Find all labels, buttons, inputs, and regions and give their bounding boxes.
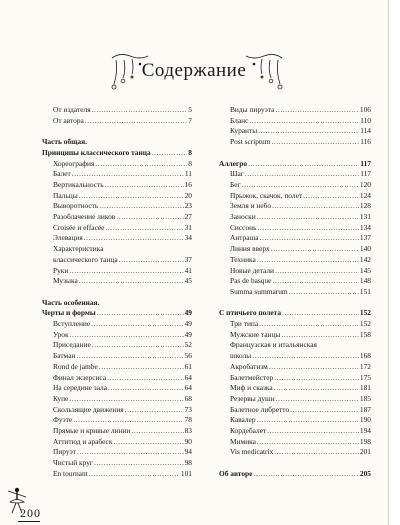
toc-entry[interactable] — [219, 362, 371, 373]
toc-entry[interactable] — [42, 469, 192, 480]
page-ref: 73 — [184, 404, 192, 414]
page-ref: 16 — [184, 179, 192, 189]
page-ref: 110 — [360, 115, 371, 125]
toc-right-column — [219, 105, 371, 480]
entry-label: Шаг — [230, 169, 244, 179]
page-ref: 128 — [359, 201, 371, 211]
dot-leader — [95, 159, 187, 170]
dot-leader — [99, 201, 183, 212]
toc-entry[interactable] — [42, 458, 192, 469]
toc-entry[interactable] — [42, 362, 192, 373]
section-heading[interactable] — [219, 159, 371, 170]
dot-leader — [105, 180, 184, 191]
dot-leader — [105, 223, 183, 234]
page-ref: 190 — [359, 415, 371, 425]
toc-left-column — [42, 105, 192, 480]
toc-entry[interactable] — [219, 191, 371, 202]
entry-label: Пируэт — [53, 447, 76, 457]
dot-leader — [257, 415, 359, 426]
toc-entry[interactable] — [42, 201, 192, 212]
dot-leader — [275, 105, 358, 116]
dot-leader — [77, 447, 184, 458]
entry-label: От издателя — [53, 105, 91, 114]
page-ref: 94 — [184, 447, 192, 457]
page-ref: 175 — [359, 372, 371, 382]
page-ref: 20 — [184, 190, 192, 200]
page-title: Содержание — [141, 60, 247, 81]
toc-entry[interactable] — [42, 405, 192, 416]
dot-leader — [260, 233, 359, 244]
dot-leader — [92, 105, 188, 116]
toc-entry[interactable] — [219, 373, 371, 384]
dot-leader — [76, 351, 183, 362]
dot-leader — [69, 266, 183, 277]
page-ref: 187 — [359, 404, 371, 414]
toc-entry[interactable] — [42, 394, 192, 405]
dot-leader — [94, 458, 184, 469]
contents-header — [0, 44, 388, 104]
toc-entry[interactable] — [42, 383, 192, 394]
dot-leader — [274, 447, 359, 458]
entry-label: На середине зала — [53, 383, 108, 393]
entry-label: Приседание — [53, 340, 91, 350]
page-ref: 7 — [188, 115, 192, 125]
dot-leader — [281, 330, 359, 341]
page-ref: 56 — [184, 351, 192, 361]
toc-entry[interactable] — [42, 437, 192, 448]
toc-entry[interactable] — [42, 116, 192, 127]
page-ref: 117 — [360, 169, 371, 179]
toc-entry[interactable] — [219, 169, 371, 180]
entry-label: школы — [230, 351, 252, 361]
entry-label: Rond de jambe — [53, 361, 98, 371]
toc-entry[interactable] — [219, 405, 371, 416]
section-heading[interactable] — [219, 308, 371, 319]
toc-entry[interactable] — [219, 276, 371, 287]
page-ref: 41 — [184, 265, 192, 275]
entry-label: Виды пируэта — [230, 105, 275, 114]
toc-entry[interactable] — [219, 426, 371, 437]
dot-leader — [99, 362, 184, 373]
dot-leader — [290, 405, 359, 416]
dot-leader — [276, 394, 359, 405]
page-ref: 52 — [184, 340, 192, 350]
toc-entry-line1[interactable]: Характеристика — [53, 244, 104, 254]
toc-entry[interactable] — [42, 266, 192, 277]
dot-leader — [116, 212, 183, 223]
dot-leader — [271, 244, 359, 255]
page-ref: 152 — [359, 308, 371, 318]
dot-leader — [274, 373, 359, 384]
spacer — [42, 126, 192, 137]
dot-leader — [70, 330, 184, 341]
page-ref: 61 — [184, 361, 192, 371]
toc-entry-line1[interactable]: Французская и итальянская — [230, 340, 317, 350]
entry-label: Кордебалет — [230, 426, 267, 436]
toc-entry[interactable] — [219, 126, 371, 137]
page-ref: 11 — [184, 169, 192, 179]
toc-entry[interactable] — [219, 437, 371, 448]
page-ref: 142 — [359, 254, 371, 264]
toc-entry[interactable] — [219, 319, 371, 330]
right-ornament-icon — [244, 50, 284, 94]
page-ref: 64 — [184, 372, 192, 382]
dot-leader — [91, 319, 183, 330]
page-ref: 90 — [184, 436, 192, 446]
dot-leader — [79, 191, 184, 202]
toc-entry[interactable] — [219, 223, 371, 234]
page-ref: 64 — [184, 383, 192, 393]
toc-entry[interactable] — [42, 212, 192, 223]
entry-label: Линия вверх — [230, 244, 270, 254]
entry-label: Три типа — [230, 319, 259, 329]
dot-leader — [267, 426, 359, 437]
entry-label: Прыжок, скачок, полет — [230, 190, 303, 200]
entry-label: Бланс — [230, 115, 249, 125]
dot-leader — [272, 276, 358, 287]
page-ref: 158 — [359, 329, 371, 339]
page-ref: 98 — [184, 458, 192, 468]
dot-leader — [248, 159, 359, 170]
entry-label: Земля и небо — [230, 201, 272, 211]
dot-leader — [245, 169, 359, 180]
page-ref: 68 — [184, 393, 192, 403]
page-ref: 205 — [359, 468, 371, 478]
page-ref: 116 — [360, 137, 371, 147]
page-ref: 124 — [359, 190, 371, 200]
toc-entry[interactable] — [219, 180, 371, 191]
entry-label: En tournant — [53, 468, 88, 478]
entry-label: Руки — [53, 265, 69, 275]
dot-leader — [282, 308, 359, 319]
dot-leader — [97, 308, 184, 319]
entry-label: Выворотность — [53, 201, 99, 211]
dot-leader — [257, 212, 359, 223]
dot-leader — [152, 148, 188, 159]
toc-entry[interactable] — [42, 105, 192, 116]
page-ref: 31 — [184, 222, 192, 232]
dot-leader — [84, 233, 184, 244]
dot-leader — [92, 340, 184, 351]
toc-entry[interactable] — [42, 426, 192, 437]
page-ref: 168 — [359, 351, 371, 361]
toc-entry[interactable] — [219, 415, 371, 426]
toc-entry[interactable] — [219, 116, 371, 127]
toc-entry[interactable] — [219, 244, 371, 255]
toc-entry[interactable] — [219, 137, 371, 148]
page-ref: 78 — [184, 415, 192, 425]
toc-entry[interactable] — [219, 255, 371, 266]
dot-leader — [85, 116, 187, 127]
entry-label: Акробатизм — [230, 361, 268, 371]
page-number: 200 — [20, 506, 41, 520]
dot-leader — [257, 437, 359, 448]
entry-label: Вертикальность — [53, 179, 104, 189]
page-ref: 181 — [359, 383, 371, 393]
entry-label: Чистый круг — [53, 458, 93, 468]
page-ref: 45 — [184, 276, 192, 286]
toc-entry[interactable] — [42, 351, 192, 362]
dot-leader — [253, 469, 358, 480]
toc-entry[interactable] — [42, 255, 192, 266]
toc-entry[interactable] — [219, 212, 371, 223]
page-ref: 152 — [359, 319, 371, 329]
toc-entry[interactable] — [219, 394, 371, 405]
page-ref: 23 — [184, 201, 192, 211]
dot-leader — [79, 276, 184, 287]
entry-label: Купе — [53, 393, 69, 403]
page-ref: 145 — [359, 265, 371, 275]
toc-entry[interactable] — [42, 319, 192, 330]
dot-leader — [252, 351, 359, 362]
page-ref: 185 — [359, 393, 371, 403]
entry-label: Разоблачение ликов — [53, 212, 116, 222]
page-ref: 194 — [359, 426, 371, 436]
dot-leader — [113, 437, 183, 448]
toc-entry[interactable] — [42, 223, 192, 234]
entry-label: Урок — [53, 329, 69, 339]
page-ref: 34 — [184, 233, 192, 243]
toc-entry[interactable] — [42, 447, 192, 458]
page-ref: 5 — [188, 105, 192, 114]
dot-leader — [69, 394, 183, 405]
dot-leader — [107, 373, 184, 384]
page-ref: 83 — [184, 426, 192, 436]
toc-entry[interactable] — [42, 415, 192, 426]
dot-leader — [125, 405, 184, 416]
entry-label: Pas de basque — [230, 276, 272, 286]
dot-leader — [119, 255, 184, 266]
page-ref: 101 — [180, 468, 192, 478]
dot-leader — [242, 180, 359, 191]
entry-label: Мужские танцы — [230, 329, 281, 339]
dot-leader — [258, 126, 359, 137]
dot-leader — [289, 287, 359, 298]
toc-entry[interactable] — [219, 201, 371, 212]
dot-leader — [303, 191, 359, 202]
entry-label: Элевация — [53, 233, 83, 243]
toc-entry[interactable] — [219, 233, 371, 244]
dot-leader — [131, 426, 183, 437]
entry-label: Батман — [53, 351, 76, 361]
toc-entry[interactable] — [219, 105, 371, 116]
dot-leader — [257, 223, 358, 234]
entry-label: С птичьего полета — [219, 308, 282, 318]
toc-entry[interactable] — [219, 351, 371, 362]
entry-label: Балет — [53, 169, 71, 179]
page-ref: 106 — [359, 105, 371, 114]
page-ref: 117 — [360, 158, 371, 168]
toc-entry[interactable] — [42, 373, 192, 384]
dot-leader — [275, 266, 359, 277]
dot-leader — [272, 201, 359, 212]
entry-label: классического танца — [53, 254, 118, 264]
toc-entry[interactable] — [219, 330, 371, 341]
toc-entry[interactable] — [219, 287, 371, 298]
page-ref: 27 — [184, 212, 192, 222]
dot-leader — [108, 383, 184, 394]
entry-label: Пальцы — [53, 190, 78, 200]
entry-label: Принципы классического танца — [42, 147, 151, 157]
entry-label: Мимика — [230, 436, 256, 446]
toc-entry[interactable] — [219, 266, 371, 277]
toc-entry[interactable] — [42, 233, 192, 244]
page-ref: 201 — [359, 447, 371, 457]
entry-label: Техника — [230, 254, 256, 264]
page-ref: 148 — [359, 276, 371, 286]
entry-label: Скользящие движения — [53, 404, 124, 414]
dot-leader — [274, 383, 359, 394]
entry-label: Балетное либретто — [230, 404, 290, 414]
page-ref: 8 — [188, 147, 192, 157]
toc-entry[interactable] — [42, 159, 192, 170]
entry-label: Бег — [230, 179, 241, 189]
entry-label: Об авторе — [219, 468, 253, 478]
page-ref: 120 — [359, 179, 371, 189]
section-heading[interactable] — [42, 148, 192, 159]
page-ref: 37 — [184, 254, 192, 264]
page-ref: 49 — [184, 308, 192, 318]
toc-entry[interactable] — [219, 447, 371, 458]
spacer — [42, 287, 192, 298]
page-ref: 134 — [359, 222, 371, 232]
page-ref: 137 — [359, 233, 371, 243]
dot-leader — [73, 415, 183, 426]
spacer — [219, 148, 371, 159]
entry-label: Черты и формы — [42, 308, 96, 318]
entry-label: Аллегро — [219, 158, 248, 168]
page-ref: 49 — [184, 329, 192, 339]
page-ref: 198 — [359, 436, 371, 446]
toc-entry[interactable] — [42, 340, 192, 351]
entry-label: Резервы души — [230, 393, 275, 403]
entry-label: Новые детали — [230, 265, 274, 275]
page-ref: 114 — [360, 126, 371, 136]
page-ref: 49 — [184, 319, 192, 329]
page-ref: 8 — [188, 158, 192, 168]
toc-entry[interactable] — [42, 191, 192, 202]
dot-leader — [89, 469, 180, 480]
page-ref: 140 — [359, 244, 371, 254]
entry-label: От автора — [53, 115, 84, 125]
entry-label: Сиссонь — [230, 222, 257, 232]
page-ref: 151 — [359, 286, 371, 296]
dot-leader — [249, 116, 359, 127]
toc-entry[interactable] — [42, 180, 192, 191]
dot-leader — [72, 169, 184, 180]
dot-leader — [271, 137, 359, 148]
entry-label: Куранты — [230, 126, 258, 136]
entry-label: Вступление — [53, 319, 91, 329]
entry-label: Фуэте — [53, 415, 73, 425]
entry-label: Post scriptum — [230, 137, 271, 147]
spacer — [219, 458, 371, 469]
toc-entry[interactable] — [219, 383, 371, 394]
spacer — [219, 298, 371, 309]
page-ref: 131 — [359, 212, 371, 222]
dot-leader — [257, 255, 359, 266]
entry-label: Финал экзерсиса — [53, 372, 107, 382]
entry-label: Croisée и effacée — [53, 222, 105, 232]
page-ref: 172 — [359, 361, 371, 371]
entry-label: Прямые и кривые линии — [53, 426, 131, 436]
entry-label: Антраша — [230, 233, 259, 243]
dot-leader — [269, 362, 359, 373]
toc-entry[interactable] — [42, 169, 192, 180]
entry-label: Музыка — [53, 276, 78, 286]
entry-label: Аттитюд и арабеск — [53, 436, 113, 446]
dot-leader — [259, 319, 359, 330]
section-heading[interactable] — [219, 469, 371, 480]
entry-label: Заноски — [230, 212, 256, 222]
entry-label: Миф и сказка — [230, 383, 273, 393]
toc-entry[interactable] — [42, 330, 192, 341]
entry-label: Summa summarum — [230, 286, 288, 296]
part-heading: Часть общая. — [42, 137, 87, 147]
part-heading: Часть особенная. — [42, 297, 100, 307]
entry-label: Кавалер — [230, 415, 256, 425]
toc-entry[interactable] — [42, 276, 192, 287]
entry-label: Хореография — [53, 158, 95, 168]
section-heading[interactable] — [42, 308, 192, 319]
page-number-rule — [18, 521, 40, 522]
entry-label: Балетмейстер — [230, 372, 274, 382]
entry-label: Vis medicatrix — [230, 447, 274, 457]
